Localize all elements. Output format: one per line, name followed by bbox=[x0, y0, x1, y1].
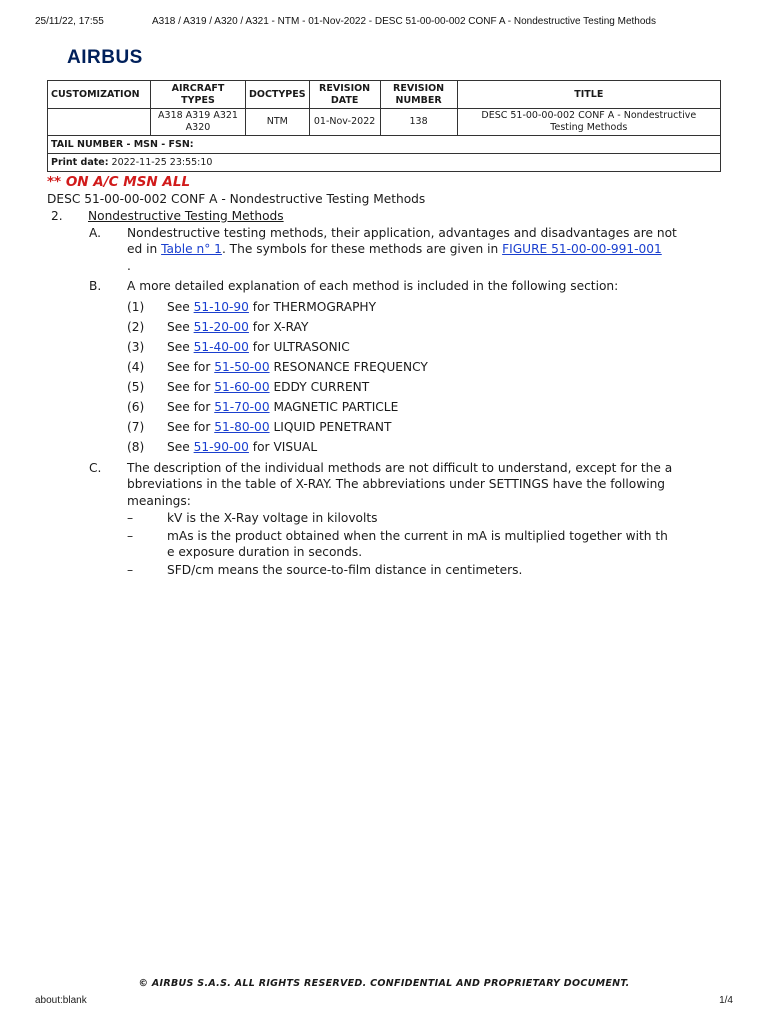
method-item bbox=[47, 439, 717, 459]
method-item bbox=[47, 299, 717, 319]
meta-table bbox=[47, 80, 721, 172]
method-item-post: MAGNETIC PARTICLE bbox=[269, 399, 399, 414]
value-title-l2: Testing Methods bbox=[550, 122, 628, 133]
abbreviation-line2: e exposure duration in seconds. bbox=[167, 545, 363, 559]
page-url: about:blank bbox=[35, 995, 87, 1006]
dash-marker: – bbox=[127, 562, 134, 577]
method-list bbox=[47, 299, 717, 459]
abbreviation-item bbox=[47, 562, 717, 580]
abbreviation-list bbox=[47, 510, 717, 580]
header-revision-number-l2: NUMBER bbox=[395, 94, 442, 106]
method-item bbox=[47, 319, 717, 339]
figure-link[interactable]: FIGURE 51-00-00-991-001 bbox=[502, 242, 662, 256]
method-item-pre: See for bbox=[167, 359, 215, 374]
abbreviation-text bbox=[167, 528, 727, 561]
method-item-post: LIQUID PENETRANT bbox=[269, 419, 392, 434]
header-revision-number-l1: REVISION bbox=[393, 82, 445, 94]
method-item-pre: See for bbox=[167, 379, 215, 394]
header-customization: CUSTOMIZATION bbox=[48, 81, 151, 109]
method-link[interactable]: 51-80-00 bbox=[214, 419, 270, 434]
section-number: 2. bbox=[51, 208, 63, 223]
header-doctypes: DOCTYPES bbox=[246, 81, 310, 109]
method-item-pre: See bbox=[167, 299, 194, 314]
page-number: 1/4 bbox=[719, 995, 733, 1006]
method-item-post: for ULTRASONIC bbox=[248, 339, 350, 354]
value-revision-number: 138 bbox=[380, 109, 457, 136]
paragraph-a-line2 bbox=[127, 241, 717, 258]
header-title: TITLE bbox=[457, 81, 720, 109]
paragraph-a bbox=[47, 225, 717, 275]
method-item-pre: See bbox=[167, 439, 194, 454]
print-footer bbox=[0, 995, 768, 1009]
method-item-number: (5) bbox=[127, 379, 145, 394]
header-aircraft-types bbox=[151, 81, 246, 109]
method-item-text bbox=[167, 439, 317, 456]
method-item-text bbox=[167, 299, 376, 316]
paragraph-a-text bbox=[127, 225, 717, 275]
value-aircraft-types bbox=[151, 109, 246, 136]
method-item-number: (8) bbox=[127, 439, 145, 454]
print-date-row bbox=[48, 154, 721, 172]
paragraph-c-line2: bbreviations in the table of X-RAY. The abbreviations under SETTINGS have the following bbox=[127, 477, 666, 491]
value-title-l1: DESC 51-00-00-002 CONF A - Nondestructive bbox=[481, 110, 697, 121]
header-revision-date-l2: DATE bbox=[330, 94, 359, 106]
print-title: A318 / A319 / A320 / A321 - NTM - 01-Nov-2022 - DESC 51-00-00-002 CONF A - Nondestructive Testing Methods bbox=[152, 16, 656, 27]
method-item-post: for THERMOGRAPHY bbox=[248, 299, 377, 314]
header-revision-date bbox=[309, 81, 380, 109]
paragraph-b-text: A more detailed explanation of each method is included in the following section: bbox=[127, 278, 619, 293]
method-item-text bbox=[167, 339, 350, 356]
paragraph-a-line1: Nondestructive testing methods, their application, advantages and disadvantages are not bbox=[127, 225, 677, 240]
value-aircraft-types-l1: A318 A319 A321 bbox=[158, 110, 238, 121]
airbus-logo: AIRBUS bbox=[67, 47, 143, 68]
value-customization bbox=[48, 109, 151, 136]
method-item bbox=[47, 399, 717, 419]
print-datetime: 25/11/22, 17:55 bbox=[35, 16, 104, 27]
method-item-number: (1) bbox=[127, 299, 145, 314]
method-link[interactable]: 51-10-90 bbox=[193, 299, 249, 314]
value-revision-date: 01-Nov-2022 bbox=[309, 109, 380, 136]
dash-marker: – bbox=[127, 510, 134, 525]
dash-marker: – bbox=[127, 528, 134, 543]
method-item-post: for X-RAY bbox=[248, 319, 309, 334]
value-doctypes: NTM bbox=[246, 109, 310, 136]
abbreviation-item bbox=[47, 510, 717, 528]
method-item-post: EDDY CURRENT bbox=[269, 379, 370, 394]
abbreviation-text bbox=[167, 562, 727, 579]
paragraph-a-line2-mid: . The symbols for these methods are given in bbox=[221, 242, 503, 256]
paragraph-b-label: B. bbox=[89, 278, 102, 293]
method-item-number: (4) bbox=[127, 359, 145, 374]
method-item bbox=[47, 379, 717, 399]
method-item bbox=[47, 359, 717, 379]
header-revision-date-l1: REVISION bbox=[319, 82, 371, 94]
method-link[interactable]: 51-90-00 bbox=[193, 439, 249, 454]
method-item-pre: See for bbox=[167, 419, 215, 434]
method-item-pre: See bbox=[167, 319, 194, 334]
method-link[interactable]: 51-50-00 bbox=[214, 359, 270, 374]
method-item bbox=[47, 419, 717, 439]
header-revision-number bbox=[380, 81, 457, 109]
print-date-value: 2022-11-25 23:55:10 bbox=[111, 156, 213, 168]
method-item-text bbox=[167, 319, 308, 336]
paragraph-b bbox=[47, 278, 717, 299]
header-aircraft-types-l1: AIRCRAFT bbox=[171, 82, 225, 94]
paragraph-c-text bbox=[127, 460, 717, 510]
abbreviation-item bbox=[47, 528, 717, 562]
paragraph-a-line3: . bbox=[127, 258, 131, 273]
paragraph-c-line3: meanings: bbox=[127, 493, 191, 508]
method-item-number: (6) bbox=[127, 399, 145, 414]
method-item-text bbox=[167, 419, 391, 436]
tail-number-row: TAIL NUMBER - MSN - FSN: bbox=[48, 136, 721, 154]
print-date-label: Print date: bbox=[51, 156, 109, 168]
paragraph-c bbox=[47, 460, 717, 510]
method-link[interactable]: 51-20-00 bbox=[193, 319, 249, 334]
method-item-post: for VISUAL bbox=[248, 439, 318, 454]
paragraph-a-line2-pre: ed in bbox=[127, 242, 162, 256]
method-item-post: RESONANCE FREQUENCY bbox=[269, 359, 428, 374]
method-item bbox=[47, 339, 717, 359]
method-item-text bbox=[167, 359, 428, 376]
section-title: Nondestructive Testing Methods bbox=[88, 208, 284, 223]
print-header bbox=[0, 16, 768, 30]
method-link[interactable]: 51-60-00 bbox=[214, 379, 270, 394]
method-item-text bbox=[167, 379, 369, 396]
abbreviation-line1: mAs is the product obtained when the current in mA is multiplied together with th bbox=[167, 528, 668, 543]
method-link[interactable]: 51-70-00 bbox=[214, 399, 270, 414]
abbreviation-text bbox=[167, 510, 727, 527]
method-item-pre: See bbox=[167, 339, 194, 354]
header-aircraft-types-l2: TYPES bbox=[181, 94, 215, 106]
value-aircraft-types-l2: A320 bbox=[185, 122, 211, 133]
value-title bbox=[457, 109, 720, 136]
msn-applicability: ** ON A/C MSN ALL bbox=[47, 174, 191, 190]
paragraph-c-label: C. bbox=[89, 460, 102, 475]
method-item-number: (7) bbox=[127, 419, 145, 434]
method-item-pre: See for bbox=[167, 399, 215, 414]
section-heading bbox=[47, 208, 717, 225]
copyright-footer: © AIRBUS S.A.S. ALL RIGHTS RESERVED. CONFIDENTIAL AND PROPRIETARY DOCUMENT. bbox=[138, 978, 630, 989]
method-item-number: (2) bbox=[127, 319, 145, 334]
document-body bbox=[47, 174, 717, 580]
abbreviation-line1: SFD/cm means the source-to-film distance in centimeters. bbox=[167, 562, 523, 577]
method-item-number: (3) bbox=[127, 339, 145, 354]
abbreviation-line1: kV is the X-Ray voltage in kilovolts bbox=[167, 510, 378, 525]
paragraph-c-line1: The description of the individual methods are not difficult to understand, except for the a bbox=[127, 460, 673, 475]
desc-line: DESC 51-00-00-002 CONF A - Nondestructive Testing Methods bbox=[47, 192, 426, 206]
method-item-text bbox=[167, 399, 398, 416]
table-1-link[interactable]: Table n° 1 bbox=[161, 242, 222, 256]
method-link[interactable]: 51-40-00 bbox=[193, 339, 249, 354]
paragraph-a-label: A. bbox=[89, 225, 101, 240]
